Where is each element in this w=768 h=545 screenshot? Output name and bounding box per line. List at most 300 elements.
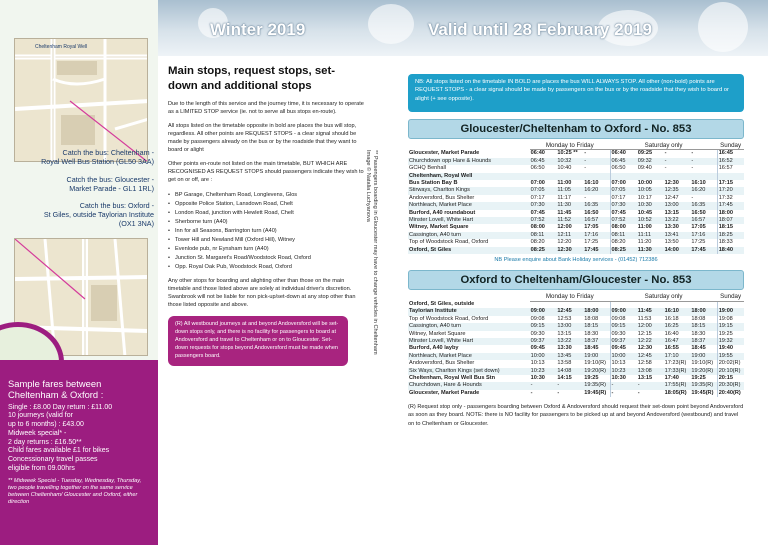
stop-name-cell: Taylorian Institute (408, 308, 530, 315)
time-cell: 09:30 (530, 330, 545, 337)
time-cell: 16:10 (691, 180, 706, 187)
time-cell: 19:45(R) (691, 389, 714, 396)
sample-fare-line: 2 day returns : £16.50** (8, 438, 82, 446)
time-cell: 13:15 (637, 375, 653, 382)
time-cell: 09:45 (610, 345, 637, 352)
time-cell: 16:25 (664, 323, 691, 330)
time-cell: 18:00 (690, 308, 717, 315)
table-row (408, 353, 744, 360)
vertical-notes-text (363, 150, 378, 355)
stop-name-cell: Minster Lovell, White Hart (408, 217, 530, 224)
time-cell: 16:20 (583, 187, 610, 194)
time-cell: 08:20 (530, 239, 545, 246)
table-row (408, 382, 744, 389)
time-cell: 16:50 (691, 209, 706, 216)
sample-fare-line: Concessionary travel passes (8, 456, 98, 464)
time-cell: 12:11 (556, 232, 583, 239)
sample-fare-line: Child fares available £1 for bikes (8, 447, 110, 455)
time-cell: 19:35(R) (583, 382, 610, 389)
time-cell: 18:37 (583, 338, 610, 345)
time-cell: 17:25 (691, 239, 706, 246)
stop-name-cell: Gloucester, Market Parade (409, 389, 480, 396)
time-cell: 19:00 (717, 308, 744, 315)
time-cell: 08:00 (530, 224, 545, 231)
time-cell (556, 173, 583, 180)
time-cell: - (610, 382, 637, 389)
table-row (408, 308, 744, 315)
time-cell: 08:25 (530, 247, 557, 254)
timetable-eastbound-body (408, 150, 744, 254)
table-row (408, 210, 744, 217)
time-cell: 13:30 (557, 345, 572, 352)
time-cell: 18:08 (584, 315, 599, 322)
stop-name-cell: Burford, A40 layby (409, 345, 459, 352)
time-cell: 12:00 (637, 323, 664, 330)
time-cell: 12:45 (637, 353, 664, 360)
time-cell: 11:00 (637, 224, 652, 231)
time-cell: 17:45 (690, 247, 717, 254)
request-stop-item: • Opposite Police Station, Lansdown Road, Chelt (168, 200, 364, 209)
stop-name-cell: Cassington, A40 turn (408, 323, 530, 330)
time-cell: 09:45 (530, 345, 545, 352)
time-cell: 11:30 (637, 247, 664, 254)
time-cell: 11:53 (637, 315, 652, 322)
time-cell: 17:20 (717, 187, 744, 194)
time-cell: 16:57 (717, 165, 744, 172)
season-title: Winter 2019 (210, 20, 306, 39)
time-cell: 09:37 (610, 338, 637, 345)
time-cell: - (584, 150, 587, 157)
time-cell (530, 173, 557, 180)
time-cell: 12:00 (557, 224, 572, 231)
stop-name-cell: Minster Lovell, White Hart (408, 338, 530, 345)
table-row (408, 390, 744, 397)
time-cell: 13:50 (664, 239, 679, 246)
time-cell: 09:25 (637, 150, 653, 157)
time-cell: 16:35 (583, 202, 610, 209)
time-cell: 09:15 (610, 323, 637, 330)
table-row (408, 316, 744, 323)
request-stop-item: • Sherborne turn (A40) (168, 218, 364, 227)
time-cell: 11:20 (637, 239, 652, 246)
time-cell: 17:45 (717, 202, 744, 209)
table-row (408, 195, 744, 202)
stop-name-cell: Cheltenham, Royal Well (408, 173, 530, 180)
sample-fare-line: 10 journeys (valid for (8, 412, 73, 420)
stop-name-cell: Andoversford, Bus Shelter (409, 360, 475, 367)
time-cell: 12:30 (556, 247, 583, 254)
time-cell: 16:35 (690, 202, 717, 209)
catch-gloucester-line2: Market Parade - GL1 1RL) (69, 184, 154, 193)
time-cell: 18:30 (691, 330, 706, 337)
time-cell: 07:45 (610, 210, 637, 217)
time-cell: 11:30 (556, 202, 583, 209)
table-row (408, 232, 744, 239)
table-row (408, 150, 744, 158)
time-cell: 17:55(R) (664, 382, 691, 389)
time-cell: 19:25 (584, 375, 599, 382)
group-header-sunday: Sunday (717, 293, 744, 301)
time-cell (664, 173, 691, 180)
time-cell: - (691, 194, 694, 201)
time-cell: 12:30 (664, 180, 679, 187)
stop-name-cell: Northleach, Market Place (408, 353, 530, 360)
time-cell: - (637, 382, 664, 389)
time-cell: 16:18 (664, 315, 679, 322)
time-cell: 09:40 (637, 165, 652, 172)
time-cell: 07:30 (530, 202, 557, 209)
route-title-eastbound: Gloucester/Cheltenham to Oxford - No. 853 (408, 119, 744, 139)
request-stop-item: • Tower Hill and Newland Mill (Oxford Hill), Witney (168, 236, 364, 245)
time-cell: 12:58 (637, 360, 652, 367)
time-cell: 10:23 (530, 368, 557, 375)
catch-oxford-line2: St Giles, outside Taylorian Institute (43, 210, 154, 219)
time-cell: 17:32 (717, 195, 744, 202)
time-cell: 13:00 (556, 323, 583, 330)
time-cell: - (530, 382, 557, 389)
sample-fare-line: eligible from 09.00hrs (8, 464, 75, 472)
midweek-special-note: ** Midweek Special - Tuesday, Wednesday, Thursday, two people travelling together on the same service between Cheltenham/ Gloucester and Oxford, either direction (8, 477, 142, 506)
time-cell: 13:58 (557, 360, 572, 367)
time-cell: 09:30 (610, 331, 637, 338)
group-header-mon-fri: Monday to Friday (530, 293, 610, 301)
westbound-note: (R) All westbound journeys at and beyond Andoversford will be set-down stops only, and there is no facility for passengers to board at Andoversford and travel to Cheltenham or on to Gloucester. Set-down requests for stops beyond Andoversford must be made when passengers board. (168, 316, 348, 366)
time-cell: 13:41 (664, 232, 691, 239)
time-cell: 12:22 (637, 338, 664, 345)
time-cell: 06:40 (610, 150, 637, 158)
stop-name-cell: Churchdown opp Hare & Hounds (408, 158, 530, 165)
time-cell: 10:00 (637, 180, 653, 187)
time-cell: 19:55 (717, 353, 744, 360)
time-cell: 20:15 (717, 375, 744, 382)
time-cell: 18:15 (583, 323, 610, 330)
time-cell: 06:45 (530, 158, 557, 165)
stop-name-cell: GCHQ Benhall (409, 165, 446, 172)
time-cell: - (664, 158, 691, 165)
time-cell: 19:25 (717, 331, 744, 338)
time-cell: 18:05(R) (664, 389, 687, 396)
time-cell: 11:45 (557, 209, 572, 216)
time-cell: 10:40 (557, 165, 572, 172)
time-cell: 10:17 (637, 194, 652, 201)
time-cell (610, 301, 637, 308)
sample-fare-line: up to 6 months) : £43.00 (8, 421, 84, 429)
time-cell: 16:57 (690, 217, 717, 224)
time-cell: 08:11 (610, 232, 637, 239)
time-cell: - (690, 158, 717, 165)
time-cell (637, 301, 664, 308)
time-cell (610, 173, 637, 180)
route-title-westbound: Oxford to Cheltenham/Gloucester - No. 853 (408, 270, 744, 290)
time-cell: 19:08 (717, 316, 744, 323)
time-cell: 13:15 (557, 330, 572, 337)
stop-name-cell: Churchdown, Hare & Hounds (408, 382, 530, 389)
time-cell: 12:53 (557, 315, 572, 322)
time-cell (530, 301, 557, 308)
driver-discretion-paragraph: Any other stops for boarding and alighting other than those on the main timetable and those listed above are solely at individual driver's discretion. Swanbrook will not be liable for non pick-up/set-down at any stop other than those listed opposite and above. (168, 278, 356, 308)
time-cell: 16:50 (584, 209, 599, 216)
catch-cheltenham-line2: Royal Well Bus Station (GL50 3AA) (41, 157, 154, 166)
time-cell: 16:55 (664, 345, 679, 352)
table-row (408, 368, 744, 375)
table-row (408, 301, 744, 308)
table-row (408, 217, 744, 224)
time-cell: 11:52 (556, 217, 583, 224)
time-cell (583, 301, 610, 308)
table-row (408, 158, 744, 165)
time-cell: 07:45 (530, 209, 545, 216)
time-cell: 10:25 ** (557, 150, 578, 157)
time-cell (690, 173, 717, 180)
request-stop-item: • Junction St. Margaret's Road/Woodstock Road, Oxford (168, 254, 364, 263)
time-cell: 19:25 (691, 375, 706, 382)
time-cell: 10:13 (530, 360, 545, 367)
time-cell: 12:35 (664, 187, 691, 194)
time-cell: 07:00 (610, 180, 637, 187)
table-row (408, 338, 744, 345)
time-cell: 18:25 (717, 232, 744, 239)
time-cell: - (584, 165, 587, 172)
time-cell: 10:32 (556, 158, 583, 165)
catch-oxford (4, 201, 154, 228)
time-cell: - (664, 165, 667, 172)
time-cell: 17:10 (664, 353, 691, 360)
stop-name-cell: Oxford, St Giles, outside (409, 301, 475, 307)
time-cell: 08:25 (610, 247, 637, 254)
time-cell: 10:00 (530, 353, 557, 360)
request-stop-item: • London Road, junction with Hewlett Road, Chelt (168, 209, 364, 218)
stop-name-cell: Stirways, Charlton Kings (408, 187, 530, 194)
time-cell: 11:45 (637, 308, 664, 315)
map-stop-label: Cheltenham Royal Well (35, 44, 88, 50)
time-cell: 09:00 (610, 308, 637, 315)
table-row (408, 239, 744, 246)
group-header-sunday: Sunday (717, 142, 744, 150)
time-cell: 17:16 (690, 232, 717, 239)
time-cell: 07:05 (530, 187, 557, 194)
time-cell: 10:05 (637, 187, 664, 194)
time-cell: 20:10(R) (717, 368, 744, 375)
table-row (408, 224, 744, 231)
time-cell: 13:15 (664, 209, 679, 216)
time-cell: 18:07 (717, 217, 744, 224)
time-cell (717, 301, 744, 308)
sample-fare-line: Midweek special* - (8, 429, 67, 437)
table-row (408, 345, 744, 352)
time-cell: 10:30 (530, 375, 545, 382)
time-cell: 20:40(R) (717, 390, 744, 397)
request-stop-item: • Inn for all Seasons, Barrington turn (A40) (168, 227, 364, 236)
time-cell: 18:37 (690, 338, 717, 345)
time-cell: 09:00 (530, 308, 557, 315)
request-stop-footnote: (R) Request stop only - passengers boarding between Oxford & Andoversford should request their set-down point beyond Andoversford as soon as they board. NOTE: there is NO facility for passengers to be picked up at and beyond Andoversford (westbound) and travel on to Cheltenham or Gloucester. (408, 404, 744, 427)
time-cell: 13:45 (556, 353, 583, 360)
request-stop-item: • BP Garage, Cheltenham Road, Longlevens, Glos (168, 191, 364, 200)
time-cell: 17:33(R) (664, 368, 691, 375)
sample-fare-line: Single : £8.00 Day return : £11.00 (8, 403, 113, 411)
time-cell: 20:02(R) (717, 360, 744, 367)
time-cell: 19:10(R) (691, 360, 714, 367)
table-row (408, 331, 744, 338)
stop-name-cell: Burford, A40 roundabout (409, 209, 476, 216)
image-credit: Image © Natalia Luchyanova (364, 150, 371, 222)
time-cell: 17:05 (584, 224, 599, 231)
time-cell: 13:22 (664, 217, 691, 224)
time-cell: 07:52 (610, 217, 637, 224)
time-cell: 07:05 (610, 187, 637, 194)
request-stops-list (168, 191, 364, 272)
table-row (408, 247, 744, 254)
time-cell: 08:11 (530, 232, 557, 239)
time-cell: 19:45(R) (584, 389, 607, 396)
time-cell: 16:47 (664, 338, 691, 345)
time-cell: 19:20(R) (583, 368, 610, 375)
time-cell: - (691, 165, 694, 172)
timetable-eastbound (408, 142, 744, 254)
bold-stops-paragraph: All stops listed on the timetable opposite in bold are places the bus will stop, regardless. All other points are REQUEST STOPS - a clear signal should be made by passengers already on the bus or by the roadside that they want to board or alight (168, 123, 357, 153)
limited-stop-paragraph: Due to the length of this service and the journey time, it is necessary to operate as a LIMITED STOP service (ie. not to serve all bus stops en-route). (168, 101, 364, 116)
time-cell: 11:00 (557, 180, 572, 187)
catch-gloucester-line1: Catch the bus: Gloucester - (66, 175, 154, 184)
time-cell: 16:45 (717, 150, 744, 158)
time-cell: 18:30 (584, 330, 599, 337)
time-cell: 09:32 (637, 158, 664, 165)
time-cell: - (583, 158, 610, 165)
time-cell: 06:40 (530, 150, 545, 157)
table-row (408, 180, 744, 187)
time-cell: 10:30 (637, 202, 664, 209)
time-cell: 17:25 (584, 239, 599, 246)
bold-stops-notice: NB: All stops listed on the timetable IN BOLD are places the bus WILL ALWAYS STOP. All other (non-bold) points are REQUEST STOPS - a clear signal should be made by passengers on the bus or by the roadside that they wish to board or alight (+ see opposite). (408, 74, 744, 112)
time-cell: 19:20(R) (690, 368, 717, 375)
time-cell: 18:00 (717, 210, 744, 217)
stop-name-cell: Witney, Market Square (409, 224, 469, 231)
time-cell: 07:17 (530, 194, 545, 201)
table-row (408, 165, 744, 172)
valid-until-title: Valid until 28 February 2019 (428, 20, 652, 39)
time-cell: 06:50 (610, 165, 637, 172)
snow-decoration (698, 2, 748, 52)
time-cell: 10:45 (637, 209, 653, 216)
time-cell: 08:00 (610, 224, 637, 231)
time-cell: 07:30 (610, 202, 637, 209)
table-row (408, 173, 744, 180)
stop-name-cell: Bus Station Bay B (409, 180, 458, 187)
timetable-westbound (408, 293, 744, 397)
time-cell: 06:50 (530, 165, 545, 172)
sample-fares-title: Sample fares between Cheltenham & Oxford : (8, 378, 104, 401)
time-cell: 13:00 (664, 202, 691, 209)
time-cell: 16:10 (664, 308, 691, 315)
table-row (408, 360, 744, 367)
catch-oxford-line3: (OX1 3NA) (118, 219, 154, 228)
time-cell: 10:30 (610, 375, 637, 382)
time-cell: - (637, 389, 640, 396)
time-cell: 19:15 (717, 323, 744, 330)
sample-fares-box (0, 360, 158, 545)
time-cell: 17:45 (583, 247, 610, 254)
snow-decoration (368, 4, 414, 44)
group-header-saturday: Saturday only (610, 142, 717, 150)
time-cell: 07:17 (610, 195, 637, 202)
table-row (408, 187, 744, 194)
vertical-notes (366, 150, 380, 420)
time-cell: 18:33 (717, 239, 744, 246)
time-cell: 10:13 (610, 360, 637, 367)
time-cell: 09:08 (610, 316, 637, 323)
time-cell (664, 301, 691, 308)
stops-info-title: Main stops, request stops, set-down and additional stops (168, 65, 336, 92)
time-cell: 16:20 (690, 187, 717, 194)
time-cell: 13:30 (664, 224, 679, 231)
time-cell: 17:40 (664, 375, 679, 382)
stops-info-column (168, 64, 364, 366)
stop-name-cell: Six Ways, Charlton Kings (set down) (408, 368, 530, 375)
left-panel (0, 0, 158, 545)
time-cell: 18:15 (690, 323, 717, 330)
time-cell: - (530, 389, 533, 396)
time-cell: 08:20 (610, 239, 637, 246)
request-stop-item: • Evenlode pub, nr Eynsham turn (A40) (168, 245, 364, 254)
stop-name-cell: Top of Woodstock Road, Oxford (409, 315, 489, 322)
stop-name-cell: Oxford, St Giles (408, 247, 530, 254)
time-cell: 19:00 (583, 353, 610, 360)
time-cell: 17:15 (717, 180, 744, 187)
time-cell: - (556, 382, 583, 389)
time-cell: 06:45 (610, 158, 637, 165)
time-cell: 11:11 (637, 232, 664, 239)
stop-name-cell: Andoversford, Bus Shelter (409, 194, 475, 201)
time-cell: 18:40 (717, 247, 744, 254)
bank-holiday-enquiry: NB Please enquire about Bank Holiday services - (01452) 712386 (494, 257, 658, 264)
time-cell: 11:05 (556, 187, 583, 194)
group-header-mon-fri: Monday to Friday (530, 142, 610, 150)
catch-gloucester (4, 175, 154, 193)
time-cell (583, 173, 610, 180)
time-cell: 07:52 (530, 217, 557, 224)
time-cell: 19:00 (690, 353, 717, 360)
time-cell: 20:30(R) (717, 382, 744, 389)
table-row (408, 375, 744, 382)
time-cell: 19:32 (717, 338, 744, 345)
time-cell: 12:45 (556, 308, 583, 315)
time-cell: 16:52 (717, 158, 744, 165)
time-cell (717, 173, 744, 180)
time-cell: 09:15 (530, 323, 557, 330)
time-cell: 09:08 (530, 315, 545, 322)
time-cell: 10:52 (637, 217, 664, 224)
time-cell: 12:20 (557, 239, 572, 246)
time-cell: 17:23(R) (664, 360, 687, 367)
request-stops-paragraph: Other points en-route not listed on the main timetable, BUT WHICH ARE RECOGNISED AS REQUEST STOPS should passengers indicate they wish to get on or off, are : (168, 160, 364, 183)
time-cell: 07:00 (530, 180, 545, 187)
time-cell: 12:47 (664, 194, 679, 201)
time-cell: 14:08 (556, 368, 583, 375)
time-cell: 12:15 (637, 330, 652, 337)
change-vehicles-note: ** Passengers boarding in Gloucester may have to change vehicles in Cheltenham (372, 150, 378, 355)
timetable-column (408, 74, 744, 428)
table-row (408, 323, 744, 330)
catch-cheltenham-line1: Catch the bus: Cheltenham - (62, 148, 154, 157)
group-header-saturday: Saturday only (610, 293, 717, 301)
stop-name-cell: Cheltenham, Royal Well Bus Stn (409, 375, 495, 382)
time-cell: 18:00 (583, 308, 610, 315)
time-cell: 16:40 (664, 330, 679, 337)
time-cell: - (584, 194, 587, 201)
time-cell: 16:57 (583, 217, 610, 224)
time-cell: 09:37 (530, 338, 557, 345)
time-cell: 18:15 (717, 224, 744, 231)
